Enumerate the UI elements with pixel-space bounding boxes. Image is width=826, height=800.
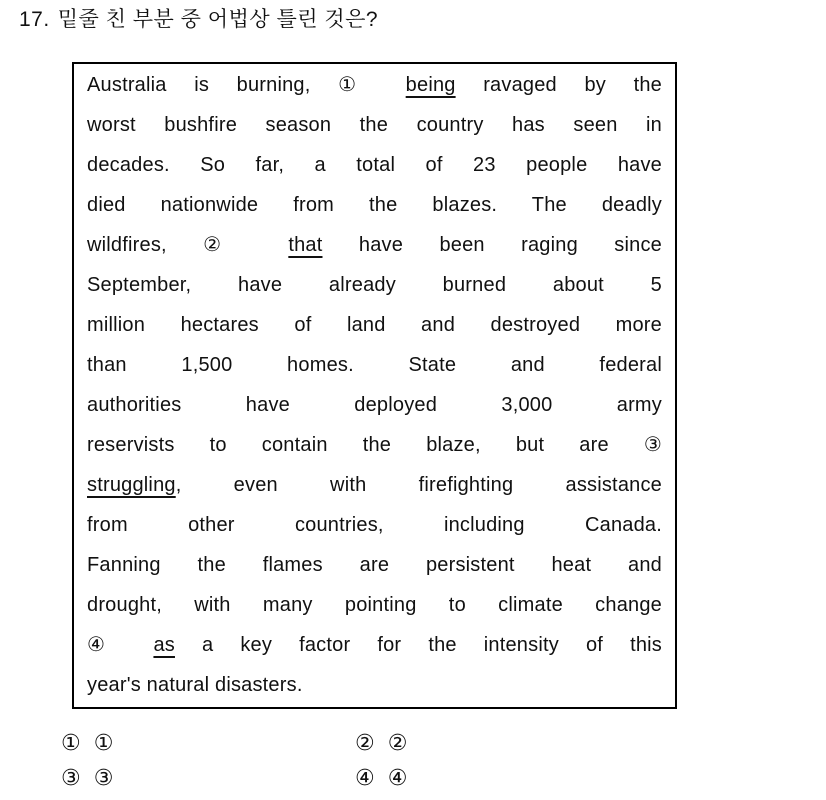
passage-text: decades. So far, a total of 23 people have	[87, 154, 662, 176]
passage-text: , even with firefighting assistance	[175, 474, 662, 496]
passage-line	[87, 145, 662, 185]
passage-line	[87, 385, 662, 425]
passage-text: died nationwide from the blazes. The deadly	[87, 194, 662, 216]
passage-line	[87, 185, 662, 225]
choice-value: ③	[93, 765, 114, 790]
choice-value: ④	[387, 765, 408, 790]
underlined-word: struggling	[87, 474, 176, 496]
passage-text: ④	[87, 634, 154, 656]
passage-line	[87, 505, 662, 545]
passage	[87, 65, 662, 705]
passage-line	[87, 665, 662, 705]
passage-line	[87, 265, 662, 305]
choice-value: ①	[93, 730, 114, 755]
passage-text: have been raging since	[322, 234, 662, 256]
question-number: 17.	[19, 8, 50, 31]
question-text: 밑줄 친 부분 중 어법상 틀린 것은?	[57, 8, 379, 31]
choice-label: ②	[355, 730, 375, 755]
passage-line	[87, 425, 662, 465]
passage-text: Fanning the flames are persistent heat and	[87, 554, 662, 576]
passage-text: than 1,500 homes. State and federal	[87, 354, 662, 376]
passage-text: drought, with many pointing to climate change	[87, 594, 662, 616]
underlined-word: that	[288, 234, 323, 256]
passage-line	[87, 545, 662, 585]
choice-option-1[interactable]	[61, 731, 355, 755]
passage-text: from other countries, including Canada.	[87, 514, 662, 536]
passage-line	[87, 225, 662, 265]
passage-line	[87, 65, 662, 105]
passage-text: a key factor for the intensity of this	[174, 634, 662, 656]
passage-text: authorities have deployed 3,000 army	[87, 394, 662, 416]
passage-line	[87, 465, 662, 505]
choice-label: ③	[61, 765, 81, 790]
passage-text: million hectares of land and destroyed more	[87, 314, 662, 336]
passage-text: September, have already burned about 5	[87, 274, 662, 296]
passage-box	[72, 62, 677, 709]
choice-label: ①	[61, 730, 81, 755]
passage-line	[87, 305, 662, 345]
passage-text: wildfires, ②	[87, 234, 289, 256]
passage-text: Australia is burning, ①	[87, 74, 406, 96]
underlined-word: as	[153, 634, 175, 656]
passage-line	[87, 345, 662, 385]
passage-text: worst bushfire season the country has seen in	[87, 114, 662, 136]
choice-option-2[interactable]	[355, 731, 407, 755]
passage-text: year's natural disasters.	[87, 674, 303, 696]
passage-text: reservists to contain the blaze, but are ③	[87, 434, 662, 456]
choice-value: ②	[387, 730, 408, 755]
passage-text: ravaged by the	[455, 74, 662, 96]
passage-line	[87, 585, 662, 625]
question-title	[19, 7, 378, 33]
answer-choices	[61, 731, 407, 790]
choice-option-4[interactable]	[355, 766, 407, 790]
underlined-word: being	[405, 74, 456, 96]
passage-line	[87, 105, 662, 145]
passage-line	[87, 625, 662, 665]
choice-option-3[interactable]	[61, 766, 355, 790]
choice-label: ④	[355, 765, 375, 790]
